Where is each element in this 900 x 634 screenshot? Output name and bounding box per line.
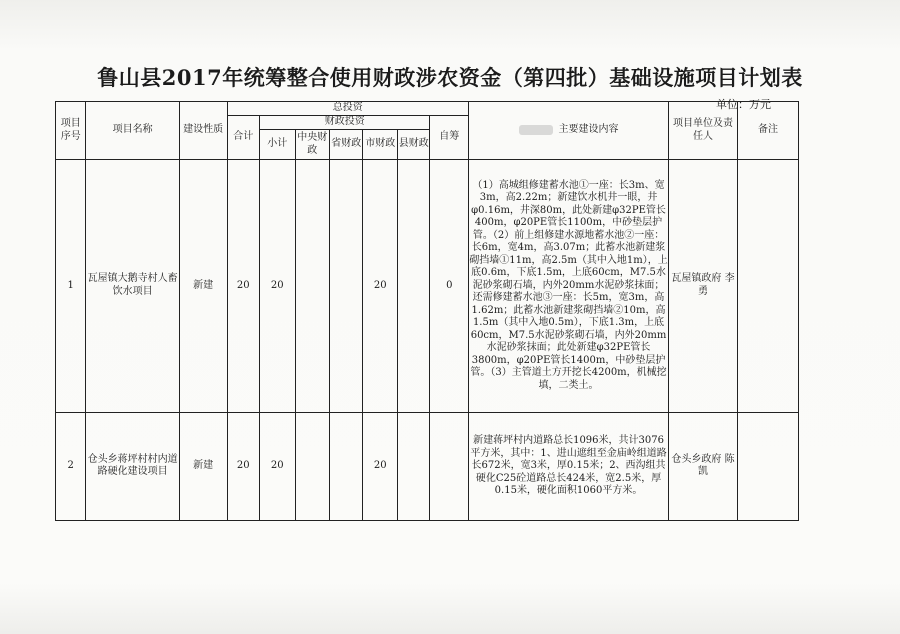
cell-self-raised: 0 — [430, 160, 469, 413]
project-plan-table — [55, 101, 799, 521]
cell-total: 20 — [227, 412, 259, 520]
table-row — [56, 160, 799, 413]
cell-remark — [738, 160, 799, 413]
cell-city: 20 — [363, 412, 398, 520]
header-total-investment: 总投资 — [227, 102, 469, 116]
cell-seq: 1 — [56, 160, 86, 413]
cell-content: （1）高城组修建蓄水池①一座：长3m、宽3m，高2.22m；新建饮水机井一眼，井φ0.16m，井深80m，此处新建φ32PE管长400m，φ20PE管长1100m，中砂垫层护管。（2）前上组修建水源地蓄水池②一座：长6m，宽4m，高3.07m；此蓄水池新建浆砌挡墙①11m，高2.5m（其中入地1m），上底0.6m，下底1.5m，上底60cm，M7.5水泥砂浆砌石墙，内外20mm水泥砂浆抹面；还需修建蓄水池③一座：长5m，宽3m，高1.62m；此蓄水池新建浆砌挡墙②10m，高1.5m（其中入地0.5m），下底1.3m，上底60cm，M7.5水泥砂浆砌石墙，内外20mm水泥砂浆抹面；此处新建φ32PE管长3800m，φ20PE管长1400m，中砂垫层护管。（3）主管道土方开挖长4200m，机械挖填，二类土。 — [469, 160, 669, 413]
header-name: 项目名称 — [86, 102, 179, 160]
cell-unit-person: 瓦屋镇政府 李 勇 — [669, 160, 738, 413]
header-fiscal-investment: 财政投资 — [259, 116, 429, 130]
header-self-raised: 自筹 — [430, 116, 469, 160]
cell-subtotal: 20 — [259, 160, 295, 413]
cell-nature: 新建 — [179, 412, 227, 520]
cell-province — [330, 412, 363, 520]
cell-total: 20 — [227, 160, 259, 413]
cell-content: 新建蒋坪村内道路总长1096米，共计3076平方米，其中：1、进山遮组至金庙岭组道路长672米，宽3米，厚0.15米；2、西沟组共硬化C25砼道路总长424米，宽2.5米，厚0.15米，硬化面积1060平方米。 — [469, 412, 669, 520]
cell-nature: 新建 — [179, 160, 227, 413]
cell-seq: 2 — [56, 412, 86, 520]
scan-smudge — [519, 125, 553, 135]
cell-central — [295, 160, 330, 413]
header-content: 主要建设内容 — [469, 102, 669, 160]
cell-central — [295, 412, 330, 520]
header-remark: 备注 — [738, 102, 799, 160]
cell-self-raised — [430, 412, 469, 520]
header-seq: 项目序号 — [56, 102, 86, 160]
unit-label: 单位：万元 — [716, 98, 771, 111]
table-row — [56, 412, 799, 520]
document-title: 鲁山县2017年统筹整合使用财政涉农资金（第四批）基础设施项目计划表 — [97, 65, 803, 90]
header-total: 合计 — [227, 116, 259, 160]
header-county: 县财政 — [397, 130, 429, 160]
cell-name: 仓头乡蒋坪村村内道路硬化建设项目 — [86, 412, 179, 520]
cell-county — [397, 160, 429, 413]
header-city: 市财政 — [363, 130, 398, 160]
header-province: 省财政 — [330, 130, 363, 160]
header-nature: 建设性质 — [179, 102, 227, 160]
cell-city: 20 — [363, 160, 398, 413]
header-central: 中央财政 — [295, 130, 330, 160]
header-subtotal: 小计 — [259, 130, 295, 160]
cell-name: 瓦屋镇大鹅寺村人畜饮水项目 — [86, 160, 179, 413]
cell-remark — [738, 412, 799, 520]
cell-unit-person: 仓头乡政府 陈 凯 — [669, 412, 738, 520]
cell-subtotal: 20 — [259, 412, 295, 520]
cell-province — [330, 160, 363, 413]
cell-county — [397, 412, 429, 520]
header-unit-person: 项目单位及责任人 — [669, 102, 738, 160]
